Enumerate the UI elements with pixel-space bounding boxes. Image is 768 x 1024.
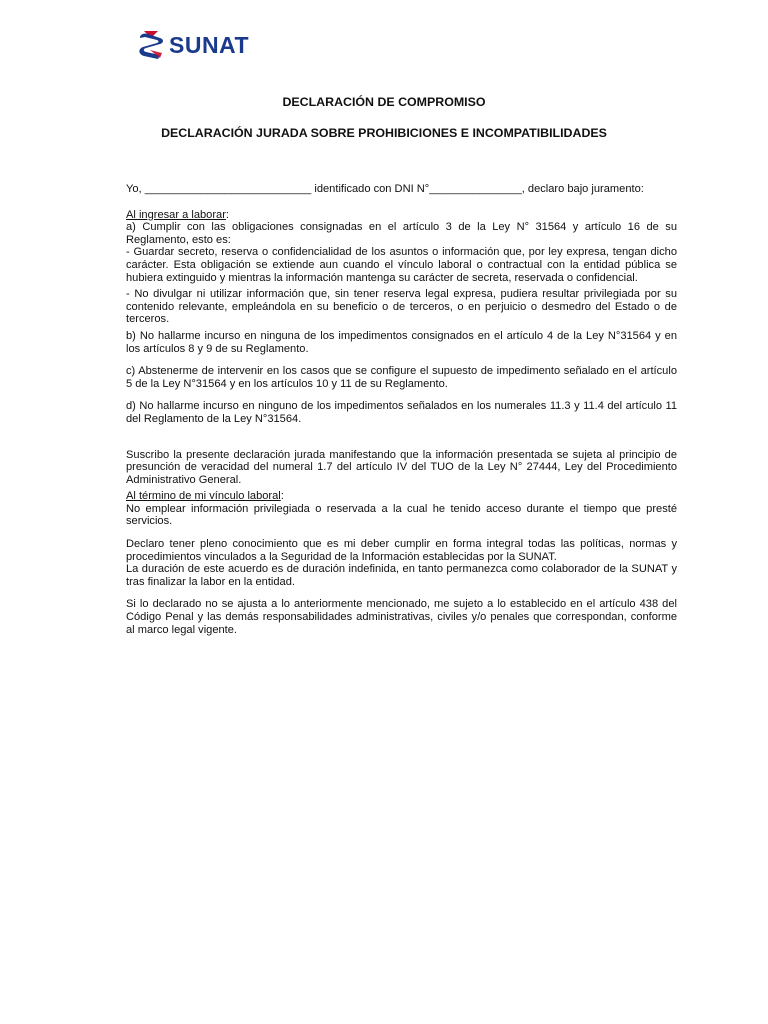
document-title: DECLARACIÓN DE COMPROMISO (282, 95, 486, 109)
clause-b: b) No hallarme incurso en ninguna de los impedimentos consignados en el artículo 4 de la Ley N°31564 y en los artículos 8 y 9 de su Reglamento. (126, 329, 677, 355)
clause-a-item-2: - No divulgar ni utilizar información que, sin tener reserva legal expresa, pudiera resultar privilegiada por su contenido relevante, empleándola en su beneficio o de terceros, o en perjuicio o desmedro del Estado o de terceros. (126, 288, 677, 326)
clause-c: c) Abstenerme de intervenir en los casos que se configure el supuesto de impedimento señalado en el artículo 5 de la Ley N°31564 y en los artículos 10 y 11 de su Reglamento. (126, 365, 677, 390)
section-heading-ingresar: Al ingresar a laborar (126, 208, 226, 221)
declaro-paragraph: Declaro tener pleno conocimiento que es mi deber cumplir en forma integral todas las políticas, normas y procedimientos vinculados a la Seguridad de la Información establecidas por la SUNAT. (126, 538, 677, 563)
logo-text: SUNAT (169, 31, 250, 58)
clause-a-item-1: - Guardar secreto, reserva o confidencialidad de los asuntos o información que, por ley expresa, tengan dicho carácter. Esta obligación se extiende aun cuando el vínculo laboral o contractual con la entidad pública se hubiera extinguido y mientras la información mantenga su carácter de secreta, reservada o confidencial. (126, 246, 677, 284)
suscribo-paragraph: Suscribo la presente declaración jurada manifestando que la información presentada se sujeta al principio de presunción de veracidad del numeral 1.7 del artículo IV del TUO de la Ley N° 27444, Ley del Procedimiento Administrativo General. (126, 448, 677, 486)
heading-colon: : (225, 208, 229, 221)
section-ingresar (126, 209, 677, 222)
sunat-emblem-icon (136, 29, 166, 61)
section-termino (126, 490, 677, 503)
duracion-paragraph: La duración de este acuerdo es de duración indefinida, en tanto permanezca como colaborador de la SUNAT y tras finalizar la labor en la entidad. (126, 563, 677, 588)
sunat-logo (136, 28, 249, 62)
si-lo-paragraph: Si lo declarado no se ajusta a lo anteriormente mencionado, me sujeto a lo establecido en el artículo 438 del Código Penal y las demás responsabilidades administrativas, civiles y/o penales que correspondan, conforme al marco legal vigente. (126, 598, 677, 636)
heading-colon: : (280, 490, 284, 503)
clause-a: a) Cumplir con las obligaciones consignadas en el artículo 3 de la Ley N° 31564 y artículo 16 de su Reglamento, esto es: (126, 221, 677, 246)
section-heading-termino: Al término de mi vínculo laboral (126, 490, 281, 503)
clause-d: d) No hallarme incurso en ninguno de los impedimentos señalados en los numerales 11.3 y 11.4 del artículo 11 del Reglamento de la Ley N°31564. (126, 400, 677, 425)
document-body (126, 183, 677, 636)
intro-line: Yo, ___________________________ identificado con DNI N°_______________, declaro bajo juramento: (126, 183, 644, 195)
termino-text: No emplear información privilegiada o reservada a la cual he tenido acceso durante el tiempo que presté servicios. (126, 502, 677, 528)
document-subtitle: DECLARACIÓN JURADA SOBRE PROHIBICIONES E INCOMPATIBILIDADES (161, 126, 607, 140)
